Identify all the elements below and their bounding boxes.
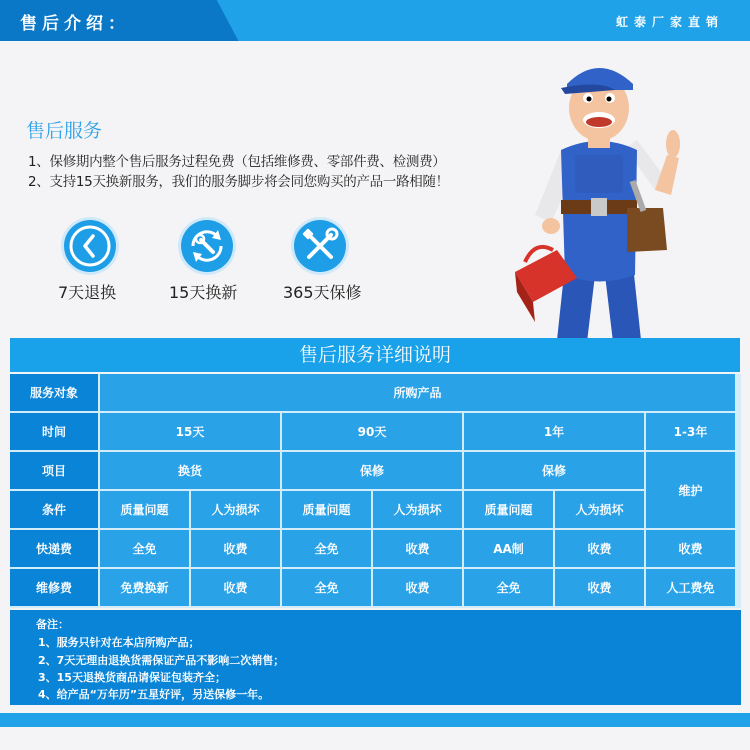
service-line-2: 2、支持15天换新服务，我们的服务脚步将会同您购买的产品一路相随！: [28, 174, 449, 190]
row-label-time: 时间: [10, 413, 98, 450]
row-label-condition: 条件: [10, 491, 98, 528]
note-2: 2、7天无理由退换货需保证产品不影响二次销售；: [38, 654, 285, 667]
cell-item-exchange: 换货: [100, 452, 280, 489]
tools-icon: [290, 216, 350, 276]
row-label-service-object: 服务对象: [10, 374, 98, 411]
cell-purchased-products: 所购产品: [100, 374, 735, 411]
cell-item-warranty-1y: 保修: [464, 452, 644, 489]
cell-repair-1: 免费换新: [100, 569, 189, 606]
cell-repair-6: 收费: [555, 569, 644, 606]
cell-express-3: 全免: [282, 530, 371, 567]
note-3: 3、15天退换货商品请保证包装齐全；: [38, 671, 226, 684]
note-1: 1、服务只针对在本店所购产品；: [38, 636, 200, 649]
detail-table: [10, 374, 741, 608]
cell-condition-damage-1: 人为损坏: [191, 491, 280, 528]
mechanic-illustration: [495, 40, 695, 375]
cell-item-warranty-90: 保修: [282, 452, 462, 489]
cell-repair-3: 全免: [282, 569, 371, 606]
cell-express-1: 全免: [100, 530, 189, 567]
cell-repair-2: 收费: [191, 569, 280, 606]
service-line-1: 1、保修期内整个售后服务过程免费（包括维修费、零部件费、检测费）: [28, 154, 446, 170]
service-title: 售后服务: [26, 120, 103, 142]
notes-heading: 备注：: [36, 618, 69, 631]
row-label-express-fee: 快递费: [10, 530, 98, 567]
cell-time-15days: 15天: [100, 413, 280, 450]
cell-condition-quality-1: 质量问题: [100, 491, 189, 528]
cell-express-4: 收费: [373, 530, 462, 567]
bottom-band: [0, 713, 750, 727]
clock-return-icon: [60, 216, 120, 276]
cell-condition-quality-2: 质量问题: [282, 491, 371, 528]
cell-express-5: AA制: [464, 530, 553, 567]
cell-express-6: 收费: [555, 530, 644, 567]
cell-repair-5: 全免: [464, 569, 553, 606]
cell-condition-damage-2: 人为损坏: [373, 491, 462, 528]
note-4: 4、给产品“万年历”五星好评，另送保修一年。: [38, 688, 270, 701]
top-banner: [0, 0, 750, 41]
icon-label-15days: 15天换新: [169, 283, 238, 302]
cell-express-7: 收费: [646, 530, 735, 567]
row-label-item: 项目: [10, 452, 98, 489]
cell-express-2: 收费: [191, 530, 280, 567]
cell-condition-damage-3: 人为损坏: [555, 491, 644, 528]
notes-panel: [10, 610, 741, 705]
cell-time-1year: 1年: [464, 413, 644, 450]
banner-title: 售后介绍：: [20, 14, 130, 34]
banner-slogan: 虹泰厂家直销: [615, 15, 724, 29]
cell-time-1-3years: 1-3年: [646, 413, 735, 450]
cell-repair-4: 收费: [373, 569, 462, 606]
row-label-repair-fee: 维修费: [10, 569, 98, 606]
cell-time-90days: 90天: [282, 413, 462, 450]
detail-table-title: 售后服务详细说明: [10, 338, 740, 372]
cell-repair-7: 人工费免: [646, 569, 735, 606]
cell-condition-quality-3: 质量问题: [464, 491, 553, 528]
icon-label-7days: 7天退换: [58, 283, 117, 302]
icon-label-365days: 365天保修: [283, 283, 362, 302]
cell-item-maintenance: 维护: [646, 452, 735, 528]
refresh-wrench-icon: [177, 216, 237, 276]
